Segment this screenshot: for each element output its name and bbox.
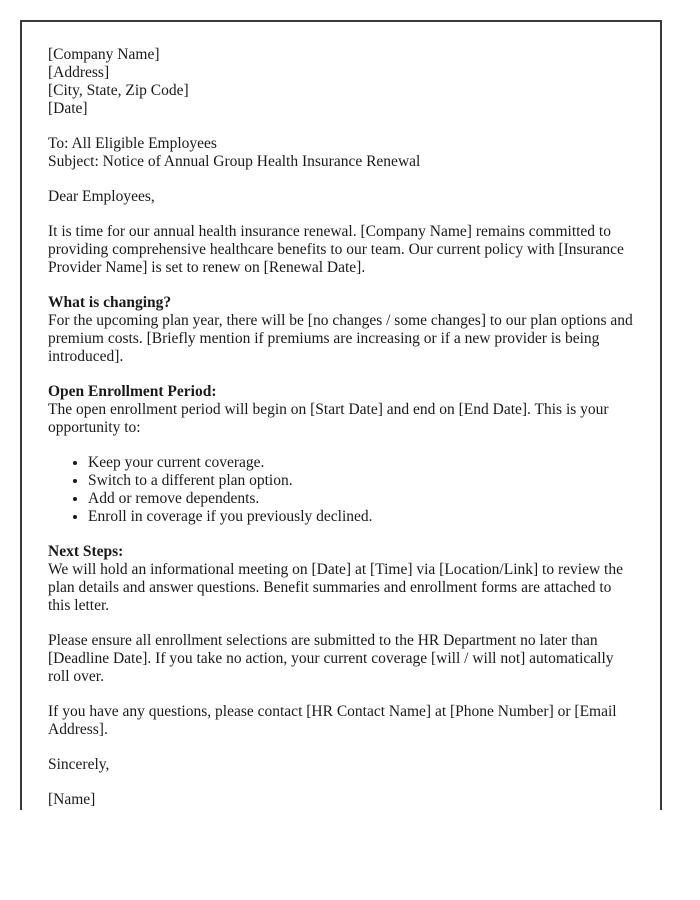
- section-body-open-enrollment: The open enrollment period will begin on [Start Date] and end on [End Date]. This is your opportunity to:: [48, 401, 609, 436]
- section-next-steps: [48, 543, 634, 615]
- section-open-enrollment: [48, 383, 634, 437]
- company-name-line: [Company Name]: [48, 46, 160, 63]
- deadline-paragraph: Please ensure all enrollment selections are submitted to the HR Department no later than [Deadline Date]. If you take no action, your current coverage [will / will not] automatically roll over.: [48, 632, 614, 685]
- list-item: • Add or remove dependents.: [88, 490, 634, 508]
- list-item: • Enroll in coverage if you previously declined.: [88, 508, 634, 526]
- signature: [Name]: [48, 791, 96, 808]
- date-line: [Date]: [48, 100, 88, 117]
- recipient-subject-block: [48, 135, 634, 171]
- to-line: To: All Eligible Employees: [48, 135, 217, 152]
- city-state-zip-line: [City, State, Zip Code]: [48, 82, 189, 99]
- contact-paragraph: If you have any questions, please contact [HR Contact Name] at [Phone Number] or [Email Address].: [48, 703, 617, 738]
- section-body-what-is-changing: For the upcoming plan year, there will be [no changes / some changes] to our plan options and premium costs. [Briefly mention if premiums are increasing or if a new provider is being introduced].: [48, 312, 633, 365]
- list-item: • Switch to a different plan option.: [88, 472, 634, 490]
- section-heading-next-steps: Next Steps:: [48, 543, 124, 560]
- list-item: • Keep your current coverage.: [88, 454, 634, 472]
- intro-paragraph: It is time for our annual health insurance renewal. [Company Name] remains committed to providing comprehensive healthcare benefits to our team. Our current policy with [Insurance Provider Name] is set to renew on [Renewal Date].: [48, 223, 624, 276]
- subject-line: Subject: Notice of Annual Group Health Insurance Renewal: [48, 153, 421, 170]
- section-heading-what-is-changing: What is changing?: [48, 294, 172, 311]
- signoff: Sincerely,: [48, 756, 110, 773]
- section-body-next-steps: We will hold an informational meeting on [Date] at [Time] via [Location/Link] to review the plan details and answer questions. Benefit summaries and enrollment forms are attached to this letter.: [48, 561, 623, 614]
- address-line: [Address]: [48, 64, 110, 81]
- salutation: Dear Employees,: [48, 188, 155, 205]
- letter-document: [20, 20, 662, 810]
- section-heading-open-enrollment: Open Enrollment Period:: [48, 383, 217, 400]
- enrollment-options-list: [48, 454, 634, 526]
- section-what-is-changing: [48, 294, 634, 366]
- sender-block: [48, 46, 634, 118]
